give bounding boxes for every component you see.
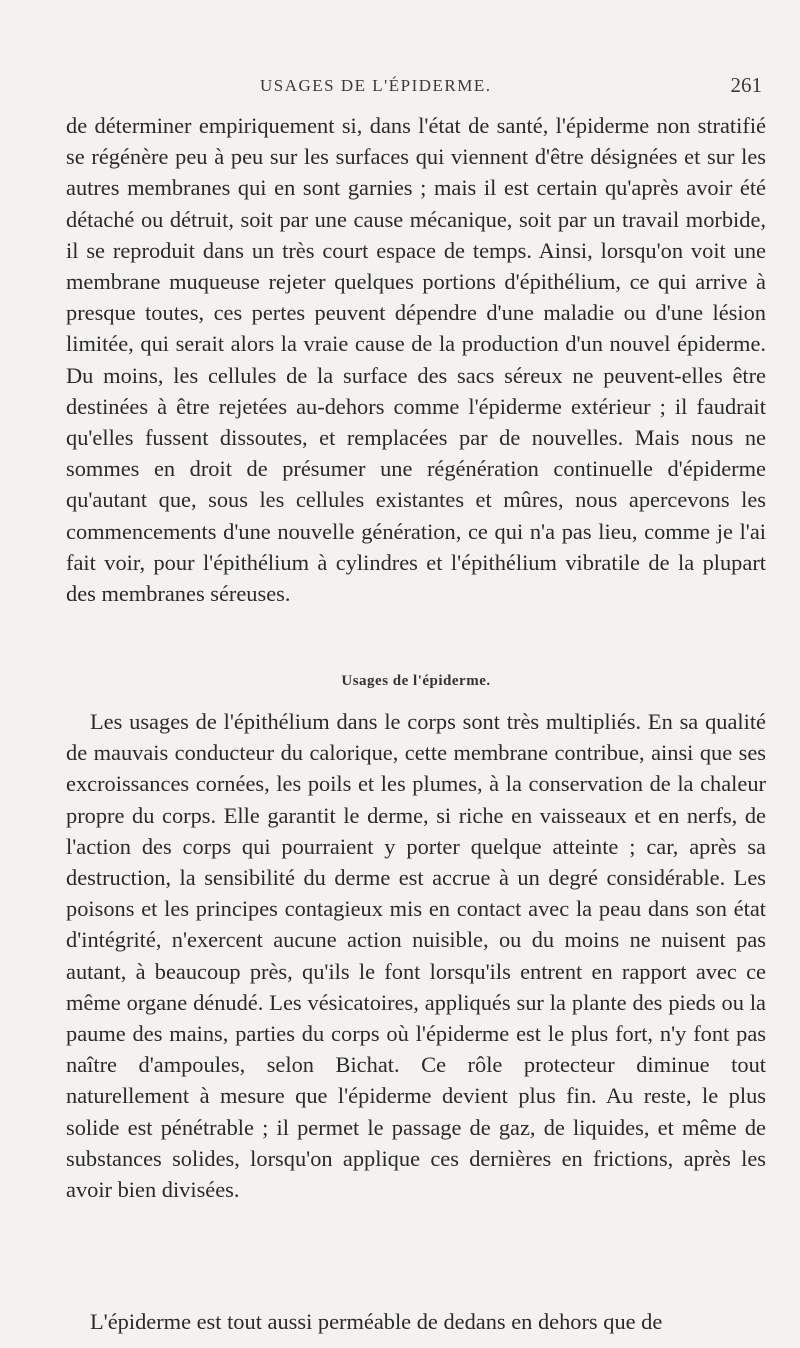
running-header [66,0,766,97]
book-page [66,0,766,1334]
body-paragraph-2: Les usages de l'épithélium dans le corps sont très multipliés. En sa qualité de mauvais conducteur du calorique, cette membrane contribue, ainsi que ses excroissances cornées, les poils et les plumes, à la conservation de la chaleur propre du corps. Elle garantit le derme, si riche en vaisseaux et en nerfs, de l'action des corps qui pourraient y porter quelque atteinte ; car, après sa destruction, la sensibilité du derme est accrue à un degré considérable. Les poisons et les principes contagieux mis en contact avec la peau dans son état d'intégrité, n'exercent aucune action nuisible, ou du moins ne nuisent pas autant, à beaucoup près, qu'ils le font lorsqu'ils entrent en rapport avec ce même organe dénudé. Les vésicatoires, appliqués sur la plante des pieds ou la paume des mains, parties du corps où l'épiderme est le plus fort, n'y font pas naître d'ampoules, selon Bichat. Ce rôle protecteur diminue tout naturellement à mesure que l'épiderme devient plus fin. Au reste, le plus solide est pénétrable ; il permet le passage de gaz, de liquides, et même de substances solides, lorsqu'on applique ces dernières en frictions, après les avoir bien divisées. [66,709,766,1203]
page-number: 261 [730,73,762,97]
running-header-title: USAGES DE L'ÉPIDERME. [260,76,492,95]
body-paragraph-1: de déterminer empiriquement si, dans l'état de santé, l'épiderme non stratifié se régénère peu à peu sur les surfaces qui viennent d'être désignées et sur les autres membranes qui en sont garnies ; mais il est certain qu'après avoir été détaché ou détruit, soit par une cause mécanique, soit par un travail morbide, il se reproduit dans un très court espace de temps. Ainsi, lorsqu'on voit une membrane muqueuse rejeter quelques portions d'épithélium, ce qui arrive à presque toutes, ces pertes peuvent dépendre d'une maladie ou d'une lésion limitée, qui serait alors la vraie cause de la production d'un nouvel épiderme. Du moins, les cellules de la surface des sacs séreux ne peuvent-elles être destinées à être rejetées au-dehors comme l'épiderme extérieur ; il faudrait qu'elles fussent dissoutes, et remplacées par de nouvelles. Mais nous ne sommes en droit de présumer une régénération continuelle d'épiderme qu'autant que, sous les cellules existantes et mûres, nous apercevons les commencements d'une nouvelle génération, ce qui n'a pas lieu, comme je l'ai fait voir, pour l'épithélium à cylindres et l'épithélium vibratile de la plupart des membranes séreuses. [66,113,766,607]
section-heading: Usages de l'épiderme. [341,673,491,689]
body-paragraph-3: L'épiderme est tout aussi perméable de dedans en dehors que de [90,1309,663,1334]
